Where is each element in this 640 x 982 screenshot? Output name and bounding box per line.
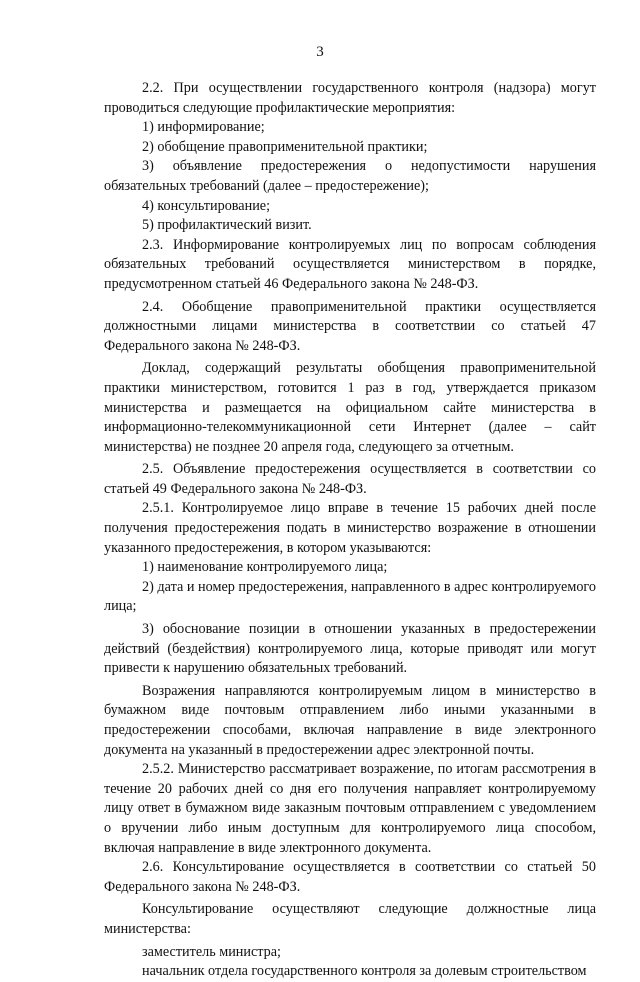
paragraph: 2.3. Информирование контролируемых лиц по вопросам соблюдения обязательных требований осуществляется министерством в порядке, предусмотренном статьей 46 Федерального закона № 248-ФЗ.: [104, 236, 596, 292]
list-item: 3) обоснование позиции в отношении указанных в предостережении действий (бездействия) контролируемого лица, которые приводят или могут привести к нарушению обязательных требований.: [104, 621, 596, 677]
paragraph: 2.4. Обобщение правоприменительной практики осуществляется должностными лицами министерства в соответствии со статьей 47 Федерального закона № 248-ФЗ.: [104, 298, 596, 354]
paragraph: Возражения направляются контролируемым лицом в министерство в бумажном виде почтовым отправлением либо иными указанными в предостережении способами, включая направление в виде электронного документа на указанный в предостережении адрес электронной почты.: [104, 682, 596, 758]
list-item: 1) информирование;: [142, 119, 265, 136]
paragraph: 2.2. При осуществлении государственного контроля (надзора) могут проводиться следующие профилактические мероприятия:: [104, 80, 596, 116]
list-item: 4) консультирование;: [142, 197, 271, 214]
list-item: 1) наименование контролируемого лица;: [142, 559, 388, 576]
list-item: 5) профилактический визит.: [142, 217, 312, 234]
list-item: заместитель министра;: [142, 943, 281, 960]
paragraph: Консультирование осуществляют следующие должностные лица министерства:: [104, 901, 596, 937]
paragraph: Доклад, содержащий результаты обобщения правоприменительной практики министерством, готовится 1 раз в год, утверждается приказом министерства и размещается на официальном сайте министерства в информационно-телекоммуникационной сети Интернет (далее – сайт министерства) не позднее 20 апреля года, следующего за отчетным.: [104, 360, 596, 455]
paragraph: 2.5.1. Контролируемое лицо вправе в течение 15 рабочих дней после получения предостережения подать в министерство возражение в отношении указанного предостережения, в котором указываются:: [104, 500, 596, 556]
list-item: 3) объявление предостережения о недопустимости нарушения обязательных требований (далее – предостережение);: [104, 158, 596, 194]
list-item: 2) обобщение правоприменительной практики;: [142, 138, 428, 155]
page-number: 3: [316, 44, 324, 60]
paragraph: 2.5.2. Министерство рассматривает возражение, по итогам рассмотрения в течение 20 рабочих дней со дня его получения направляет контролируемому лицу ответ в бумажном виде заказным почтовым отправлением с уведомлением о вручении либо иным доступным для контролируемого лица способом, включая направление в виде электронного документа.: [104, 761, 596, 856]
list-item: начальник отдела государственного контроля за долевым строительством: [142, 963, 587, 980]
list-item: 2) дата и номер предостережения, направленного в адрес контролируемого лица;: [104, 578, 596, 615]
paragraph: 2.5. Объявление предостережения осуществляется в соответствии со статьей 49 Федерального закона № 248-ФЗ.: [104, 461, 596, 497]
paragraph: 2.6. Консультирование осуществляется в соответствии со статьей 50 Федерального закона № 248-ФЗ.: [104, 859, 596, 895]
document-body: [104, 79, 596, 982]
